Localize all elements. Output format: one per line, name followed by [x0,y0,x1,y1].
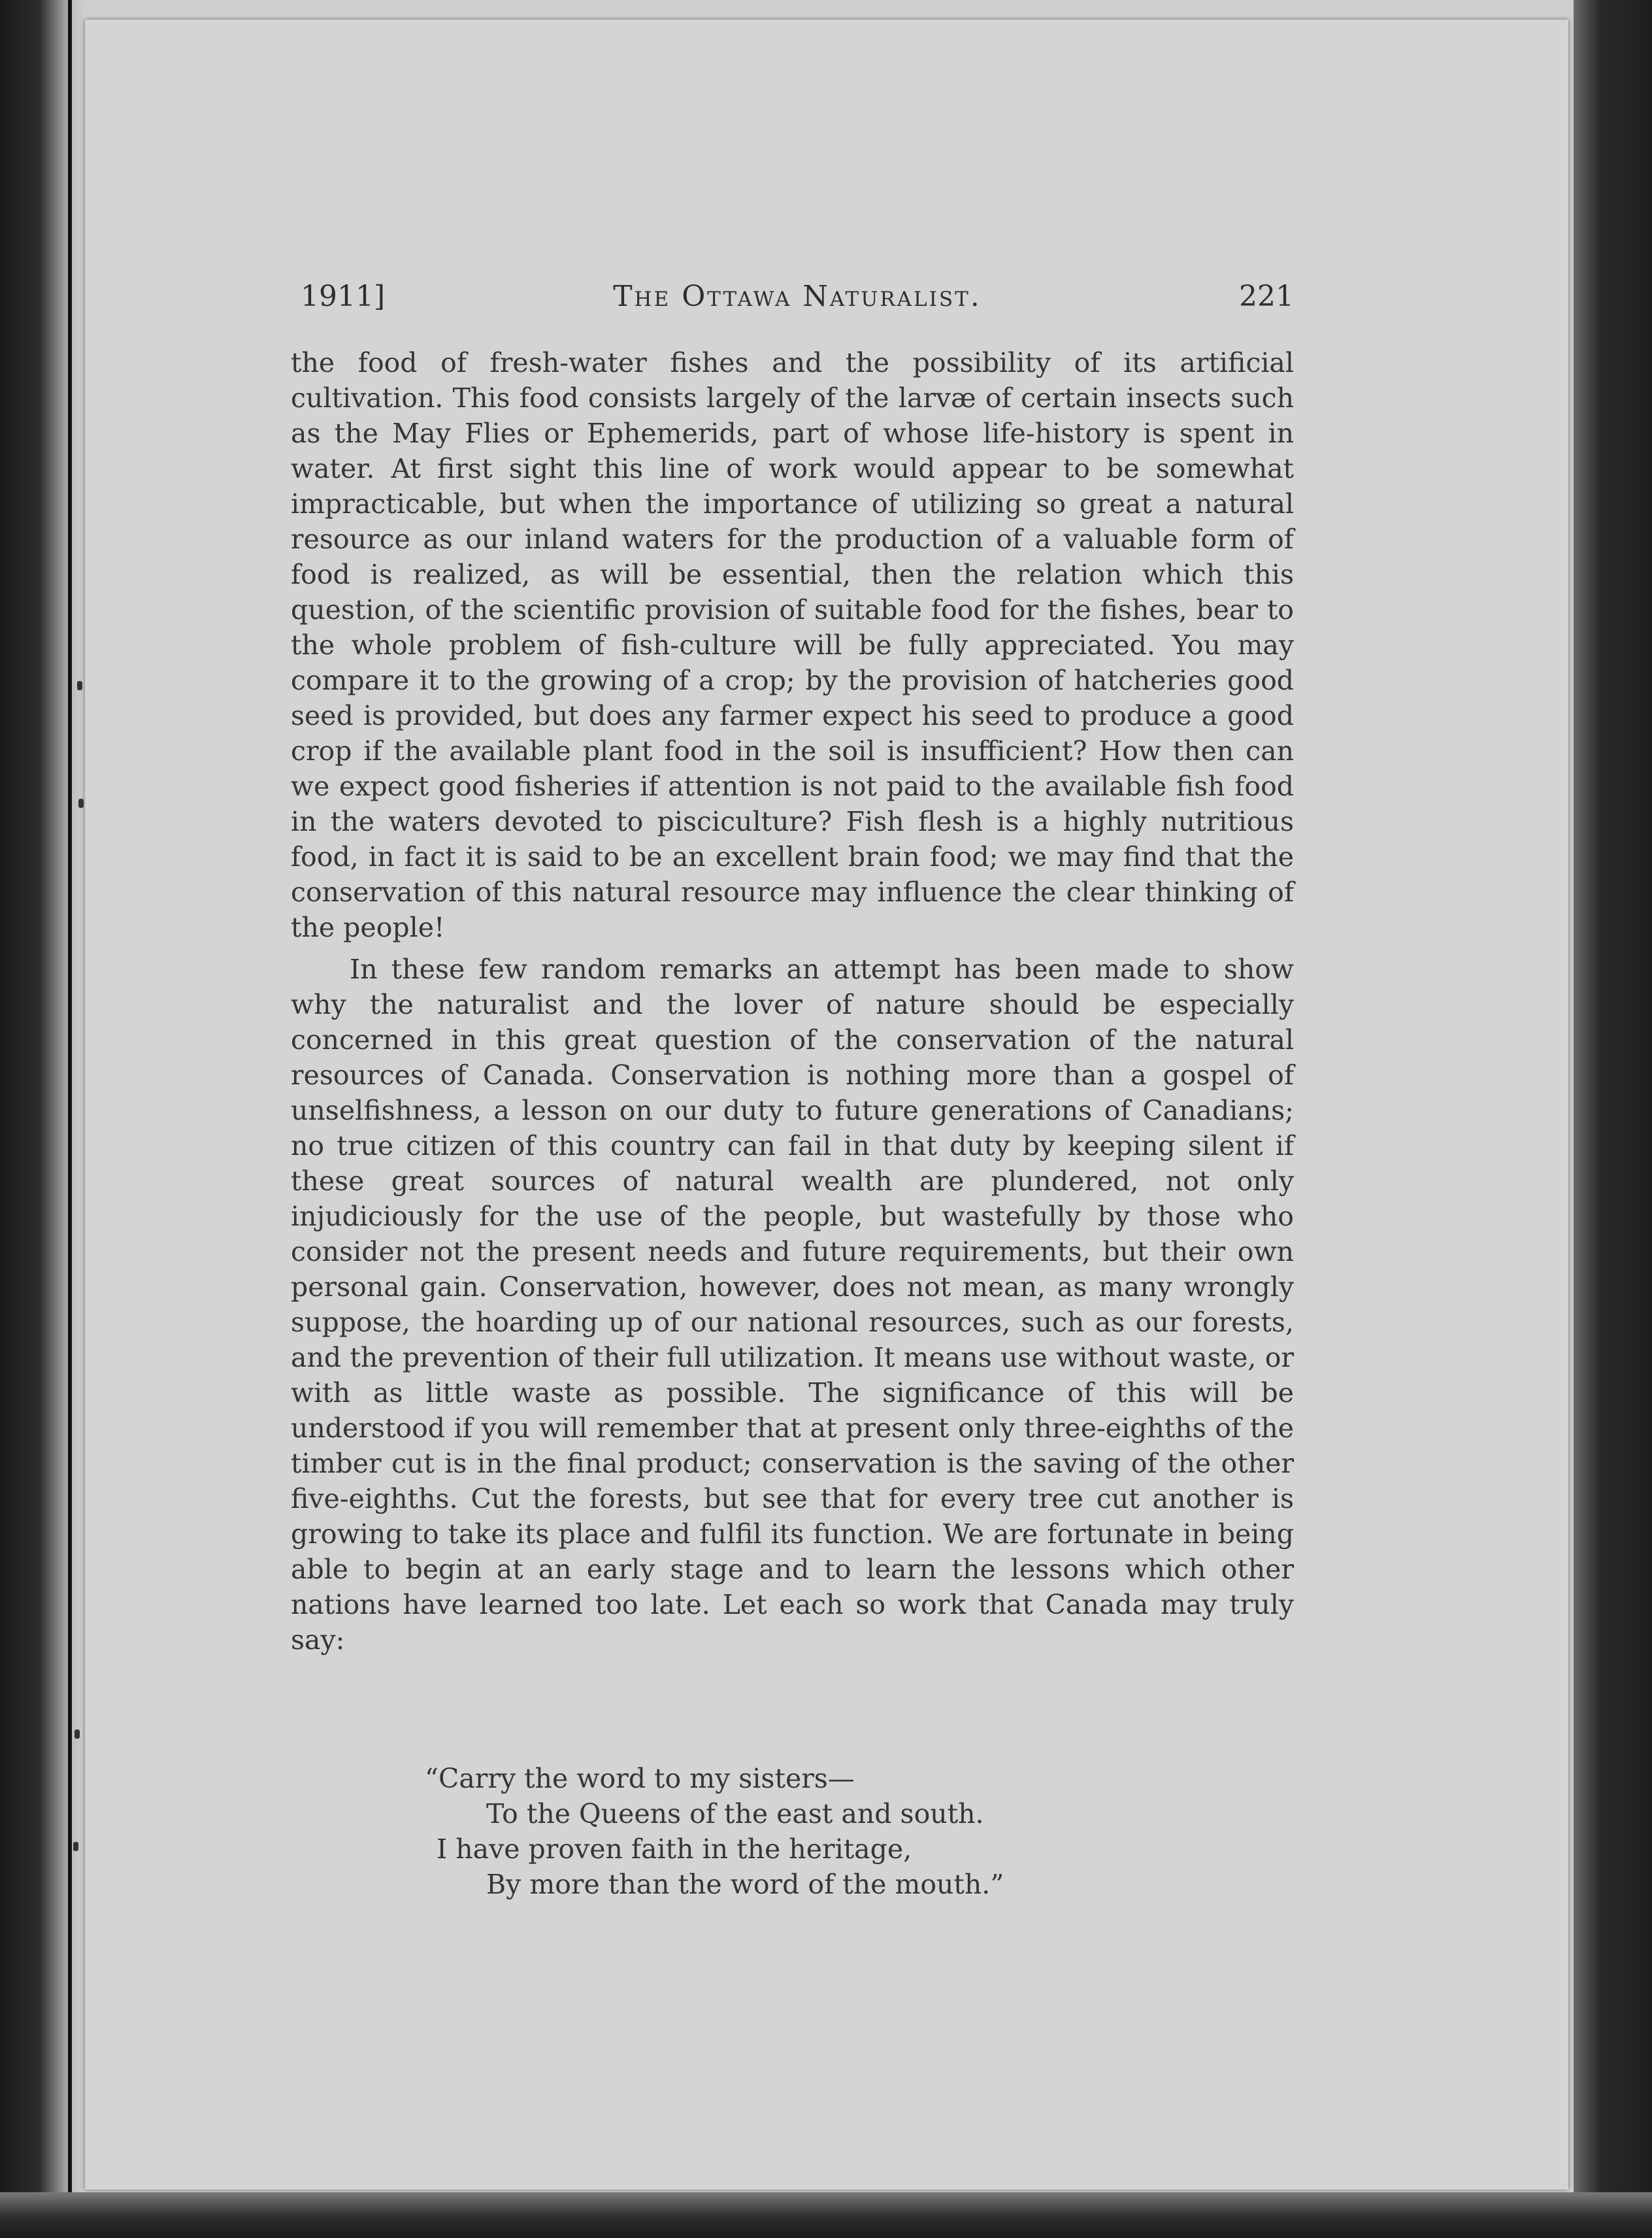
scan-border-bottom [0,2192,1652,2238]
margin-mark [77,681,82,690]
verse-quotation [425,1761,1004,1902]
header-year: 1911] [301,280,386,313]
running-head [301,280,1294,319]
verse-line-2: To the Queens of the east and south. [486,1798,984,1829]
margin-mark [78,799,84,808]
journal-title: The Ottawa Naturalist. [613,280,982,313]
binding-edge [68,0,72,2238]
scan-border-right [1574,0,1652,2238]
paragraph-2: In these few random remarks an attempt has been made to show why the naturalist and the lover of nature should be especially concerned in this great question of the conservation of the natural resources of Canada. Conservation is nothing more than a gospel of unselfishness, a lesson on our duty to future generations of Canadians; no true citizen of this country can fail in that duty by keeping silent if these great sources of natural wealth are plundered, not only injudiciously for the use of the people, but wastefully by those who consider not the present needs and future requirements, but their own personal gain. Conservation, however, does not mean, as many wrongly suppose, the hoarding up of our national resources, such as our forests, and the prevention of their full utilization. It means use without waste, or with as little waste as possible. The significance of this will be understood if you will remember that at present only three-eighths of the timber cut is in the final product; conservation is the saving of the other five-eighths. Cut the forests, but see that for every tree cut another is growing to take its place and fulfil its function. We are fortunate in being able to begin at an early stage and to learn the lessons which other nations have learned too late. Let each so work that Canada may truly say: [291,954,1294,1656]
page-number: 221 [1239,280,1294,313]
paragraph-1: the food of fresh-water fishes and the possibility of its artificial cultivation. This food consists largely of the larvæ of certain insects such as the May Flies or Ephemerids, part of whose life-history is spent in water. At first sight this line of work would appear to be somewhat impracticable, but when the importance of utilizing so great a natural resource as our inland waters for the production of a valuable form of food is realized, as will be essential, then the relation which this question, of the scientific provision of suitable food for the fishes, bear to the whole problem of fish-culture will be fully appreciated. You may compare it to the growing of a crop; by the provision of hatcheries good seed is provided, but does any farmer expect his seed to produce a good crop if the available plant food in the soil is insufficient? How then can we expect good fisheries if attention is not paid to the available fish food in the waters devoted to pisciculture? Fish flesh is a highly nutritious food, in fact it is said to be an excellent brain food; we may find that the conservation of this natural resource may influence the clear thinking of the people! [291,347,1294,943]
margin-mark [74,1729,80,1739]
article-body [291,345,1294,1658]
verse-line-3: I have proven faith in the heritage, [437,1833,912,1865]
margin-mark [73,1842,78,1851]
verse-line-1: “Carry the word to my sisters— [425,1763,855,1794]
verse-line-4: By more than the word of the mouth.” [486,1869,1004,1900]
